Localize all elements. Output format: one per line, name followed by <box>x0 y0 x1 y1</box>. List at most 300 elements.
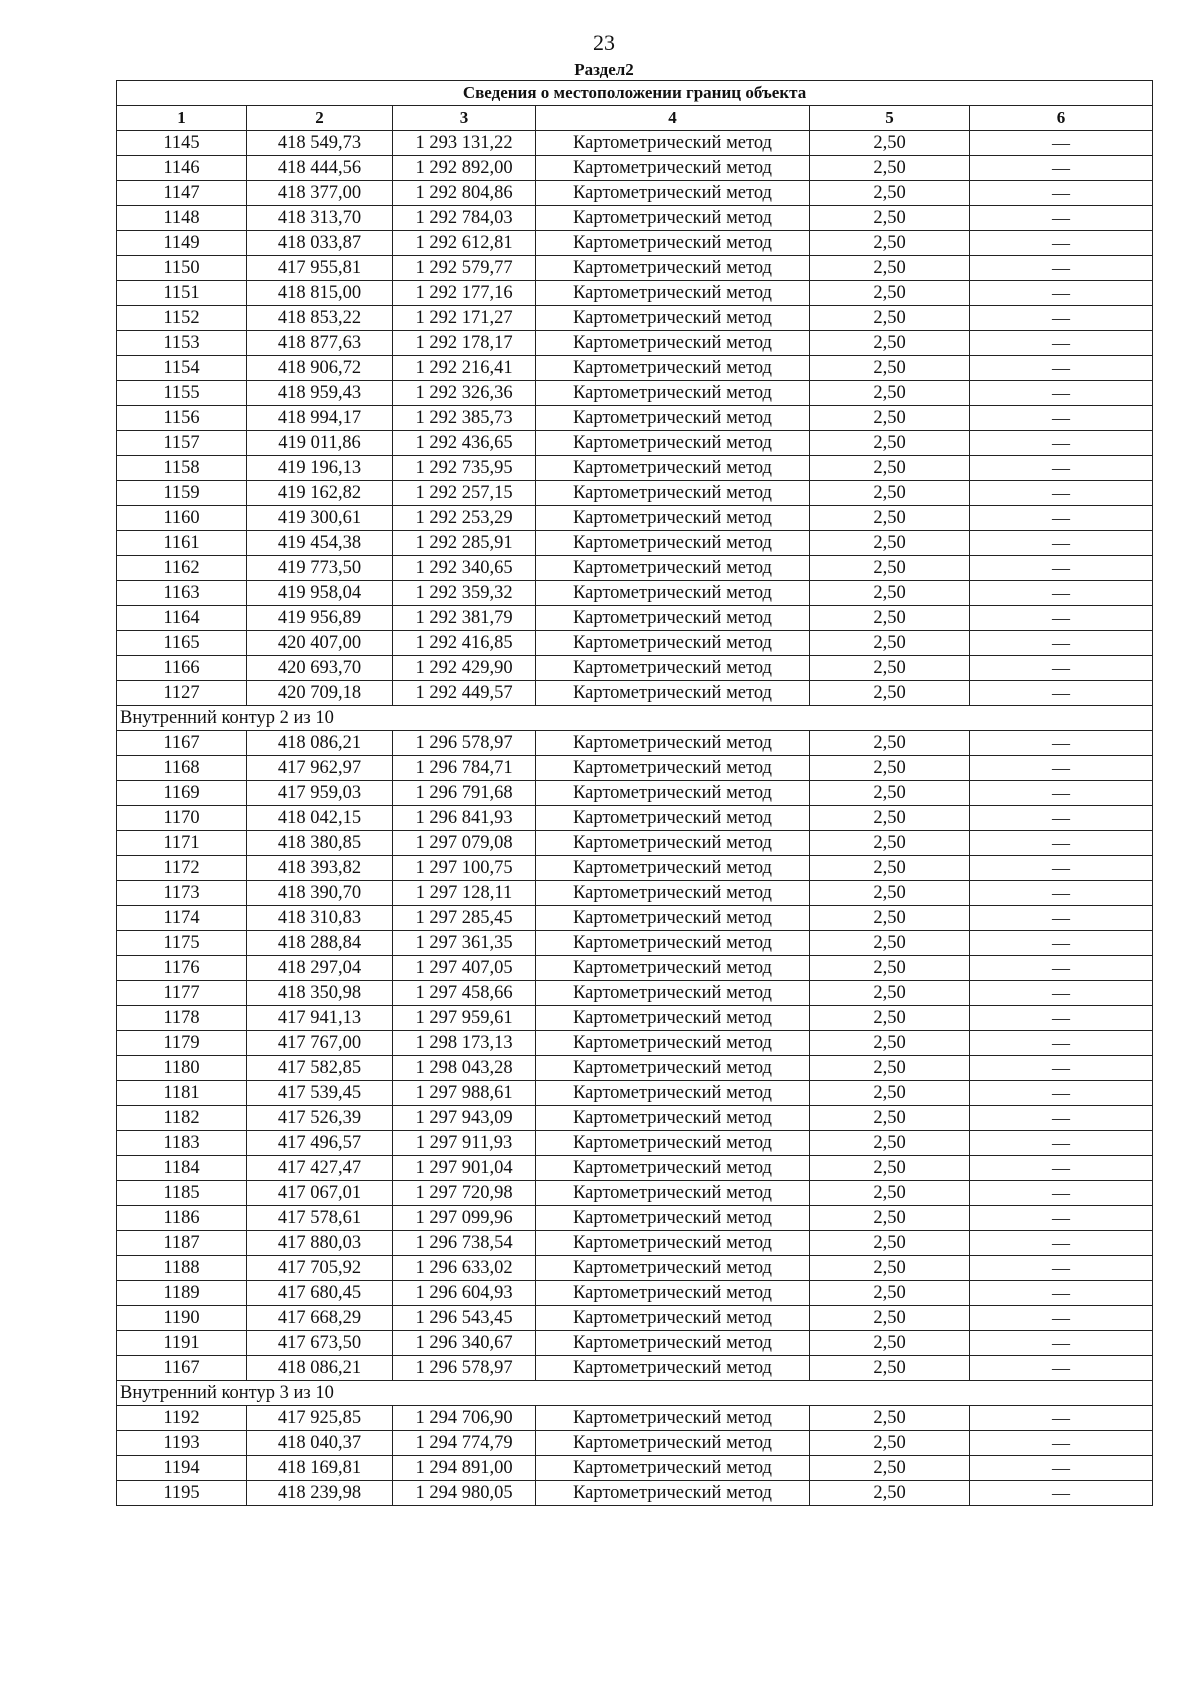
table-row <box>117 181 1153 206</box>
point-number-cell: 1186 <box>117 1206 247 1231</box>
note-cell: — <box>970 906 1153 931</box>
table-row <box>117 431 1153 456</box>
point-number-cell: 1178 <box>117 1006 247 1031</box>
point-number-cell: 1150 <box>117 256 247 281</box>
table-row <box>117 206 1153 231</box>
accuracy-cell: 2,50 <box>810 956 970 981</box>
note-cell: — <box>970 431 1153 456</box>
point-number-cell: 1153 <box>117 331 247 356</box>
boundary-coordinates-table <box>116 80 1153 1506</box>
x-coordinate-cell: 417 526,39 <box>247 1106 393 1131</box>
point-number-cell: 1164 <box>117 606 247 631</box>
method-cell: Картометрический метод <box>536 1481 810 1506</box>
accuracy-cell: 2,50 <box>810 156 970 181</box>
y-coordinate-cell: 1 292 177,16 <box>393 281 536 306</box>
method-cell: Картометрический метод <box>536 331 810 356</box>
x-coordinate-cell: 418 390,70 <box>247 881 393 906</box>
point-number-cell: 1181 <box>117 1081 247 1106</box>
point-number-cell: 1146 <box>117 156 247 181</box>
accuracy-cell: 2,50 <box>810 781 970 806</box>
point-number-cell: 1182 <box>117 1106 247 1131</box>
accuracy-cell: 2,50 <box>810 1231 970 1256</box>
note-cell: — <box>970 1481 1153 1506</box>
y-coordinate-cell: 1 292 216,41 <box>393 356 536 381</box>
method-cell: Картометрический метод <box>536 131 810 156</box>
point-number-cell: 1160 <box>117 506 247 531</box>
point-number-cell: 1170 <box>117 806 247 831</box>
note-cell: — <box>970 1431 1153 1456</box>
y-coordinate-cell: 1 292 340,65 <box>393 556 536 581</box>
note-cell: — <box>970 1456 1153 1481</box>
point-number-cell: 1152 <box>117 306 247 331</box>
y-coordinate-cell: 1 296 841,93 <box>393 806 536 831</box>
method-cell: Картометрический метод <box>536 406 810 431</box>
method-cell: Картометрический метод <box>536 231 810 256</box>
method-cell: Картометрический метод <box>536 1331 810 1356</box>
accuracy-cell: 2,50 <box>810 931 970 956</box>
point-number-cell: 1148 <box>117 206 247 231</box>
method-cell: Картометрический метод <box>536 731 810 756</box>
accuracy-cell: 2,50 <box>810 1256 970 1281</box>
y-coordinate-cell: 1 292 804,86 <box>393 181 536 206</box>
y-coordinate-cell: 1 292 449,57 <box>393 681 536 706</box>
x-coordinate-cell: 417 539,45 <box>247 1081 393 1106</box>
table-row <box>117 906 1153 931</box>
note-cell: — <box>970 1256 1153 1281</box>
table-row <box>117 481 1153 506</box>
accuracy-cell: 2,50 <box>810 281 970 306</box>
x-coordinate-cell: 417 880,03 <box>247 1231 393 1256</box>
y-coordinate-cell: 1 292 381,79 <box>393 606 536 631</box>
y-coordinate-cell: 1 297 361,35 <box>393 931 536 956</box>
table-row <box>117 1481 1153 1506</box>
method-cell: Картометрический метод <box>536 356 810 381</box>
table-row <box>117 131 1153 156</box>
table-row <box>117 256 1153 281</box>
x-coordinate-cell: 417 767,00 <box>247 1031 393 1056</box>
accuracy-cell: 2,50 <box>810 1431 970 1456</box>
accuracy-cell: 2,50 <box>810 381 970 406</box>
y-coordinate-cell: 1 296 604,93 <box>393 1281 536 1306</box>
note-cell: — <box>970 981 1153 1006</box>
method-cell: Картометрический метод <box>536 531 810 556</box>
accuracy-cell: 2,50 <box>810 531 970 556</box>
note-cell: — <box>970 1206 1153 1231</box>
y-coordinate-cell: 1 297 458,66 <box>393 981 536 1006</box>
method-cell: Картометрический метод <box>536 956 810 981</box>
x-coordinate-cell: 417 680,45 <box>247 1281 393 1306</box>
table-row <box>117 681 1153 706</box>
table-row <box>117 1231 1153 1256</box>
y-coordinate-cell: 1 297 911,93 <box>393 1131 536 1156</box>
table-row <box>117 156 1153 181</box>
x-coordinate-cell: 418 288,84 <box>247 931 393 956</box>
x-coordinate-cell: 418 297,04 <box>247 956 393 981</box>
table-row <box>117 1131 1153 1156</box>
point-number-cell: 1190 <box>117 1306 247 1331</box>
table-row <box>117 1006 1153 1031</box>
accuracy-cell: 2,50 <box>810 756 970 781</box>
x-coordinate-cell: 418 959,43 <box>247 381 393 406</box>
table-row <box>117 1356 1153 1381</box>
accuracy-cell: 2,50 <box>810 1131 970 1156</box>
note-cell: — <box>970 556 1153 581</box>
table-row <box>117 306 1153 331</box>
y-coordinate-cell: 1 297 099,96 <box>393 1206 536 1231</box>
contour-header-row <box>117 706 1153 731</box>
method-cell: Картометрический метод <box>536 581 810 606</box>
table-row <box>117 956 1153 981</box>
x-coordinate-cell: 419 958,04 <box>247 581 393 606</box>
note-cell: — <box>970 1131 1153 1156</box>
method-cell: Картометрический метод <box>536 256 810 281</box>
method-cell: Картометрический метод <box>536 1156 810 1181</box>
point-number-cell: 1151 <box>117 281 247 306</box>
note-cell: — <box>970 506 1153 531</box>
note-cell: — <box>970 881 1153 906</box>
method-cell: Картометрический метод <box>536 1056 810 1081</box>
x-coordinate-cell: 418 239,98 <box>247 1481 393 1506</box>
point-number-cell: 1173 <box>117 881 247 906</box>
accuracy-cell: 2,50 <box>810 406 970 431</box>
accuracy-cell: 2,50 <box>810 456 970 481</box>
x-coordinate-cell: 419 011,86 <box>247 431 393 456</box>
point-number-cell: 1195 <box>117 1481 247 1506</box>
note-cell: — <box>970 1081 1153 1106</box>
point-number-cell: 1172 <box>117 856 247 881</box>
point-number-cell: 1176 <box>117 956 247 981</box>
point-number-cell: 1156 <box>117 406 247 431</box>
point-number-cell: 1165 <box>117 631 247 656</box>
table-row <box>117 731 1153 756</box>
point-number-cell: 1183 <box>117 1131 247 1156</box>
note-cell: — <box>970 1231 1153 1256</box>
y-coordinate-cell: 1 292 579,77 <box>393 256 536 281</box>
point-number-cell: 1180 <box>117 1056 247 1081</box>
point-number-cell: 1175 <box>117 931 247 956</box>
note-cell: — <box>970 1056 1153 1081</box>
x-coordinate-cell: 418 906,72 <box>247 356 393 381</box>
accuracy-cell: 2,50 <box>810 1406 970 1431</box>
accuracy-cell: 2,50 <box>810 881 970 906</box>
table-row <box>117 931 1153 956</box>
accuracy-cell: 2,50 <box>810 431 970 456</box>
note-cell: — <box>970 1406 1153 1431</box>
table-row <box>117 456 1153 481</box>
page-number: 23 <box>593 30 615 55</box>
x-coordinate-cell: 417 496,57 <box>247 1131 393 1156</box>
x-coordinate-cell: 418 033,87 <box>247 231 393 256</box>
x-coordinate-cell: 417 705,92 <box>247 1256 393 1281</box>
y-coordinate-cell: 1 293 131,22 <box>393 131 536 156</box>
y-coordinate-cell: 1 297 959,61 <box>393 1006 536 1031</box>
table-row <box>117 531 1153 556</box>
note-cell: — <box>970 956 1153 981</box>
table-row <box>117 1206 1153 1231</box>
method-cell: Картометрический метод <box>536 781 810 806</box>
x-coordinate-cell: 418 994,17 <box>247 406 393 431</box>
x-coordinate-cell: 418 169,81 <box>247 1456 393 1481</box>
accuracy-cell: 2,50 <box>810 606 970 631</box>
accuracy-cell: 2,50 <box>810 831 970 856</box>
table-row <box>117 381 1153 406</box>
accuracy-cell: 2,50 <box>810 131 970 156</box>
column-number: 4 <box>536 106 810 131</box>
method-cell: Картометрический метод <box>536 556 810 581</box>
x-coordinate-cell: 419 300,61 <box>247 506 393 531</box>
contour-label: Внутренний контур 3 из 10 <box>117 1381 1153 1406</box>
y-coordinate-cell: 1 292 253,29 <box>393 506 536 531</box>
accuracy-cell: 2,50 <box>810 1106 970 1131</box>
y-coordinate-cell: 1 298 043,28 <box>393 1056 536 1081</box>
accuracy-cell: 2,50 <box>810 981 970 1006</box>
y-coordinate-cell: 1 292 171,27 <box>393 306 536 331</box>
note-cell: — <box>970 1156 1153 1181</box>
accuracy-cell: 2,50 <box>810 181 970 206</box>
table-row <box>117 1406 1153 1431</box>
table-row <box>117 231 1153 256</box>
method-cell: Картометрический метод <box>536 506 810 531</box>
table-row <box>117 881 1153 906</box>
x-coordinate-cell: 417 925,85 <box>247 1406 393 1431</box>
column-number: 1 <box>117 106 247 131</box>
accuracy-cell: 2,50 <box>810 256 970 281</box>
table-row <box>117 556 1153 581</box>
table-row <box>117 856 1153 881</box>
point-number-cell: 1163 <box>117 581 247 606</box>
point-number-cell: 1189 <box>117 1281 247 1306</box>
accuracy-cell: 2,50 <box>810 1281 970 1306</box>
point-number-cell: 1191 <box>117 1331 247 1356</box>
accuracy-cell: 2,50 <box>810 1006 970 1031</box>
method-cell: Картометрический метод <box>536 1206 810 1231</box>
section-title: Раздел2 <box>574 60 634 79</box>
accuracy-cell: 2,50 <box>810 1331 970 1356</box>
x-coordinate-cell: 419 454,38 <box>247 531 393 556</box>
x-coordinate-cell: 417 955,81 <box>247 256 393 281</box>
method-cell: Картометрический метод <box>536 1281 810 1306</box>
y-coordinate-cell: 1 292 385,73 <box>393 406 536 431</box>
note-cell: — <box>970 281 1153 306</box>
column-number-row <box>117 106 1153 131</box>
point-number-cell: 1158 <box>117 456 247 481</box>
table-row <box>117 656 1153 681</box>
note-cell: — <box>970 1356 1153 1381</box>
method-cell: Картометрический метод <box>536 206 810 231</box>
note-cell: — <box>970 856 1153 881</box>
y-coordinate-cell: 1 292 892,00 <box>393 156 536 181</box>
y-coordinate-cell: 1 296 791,68 <box>393 781 536 806</box>
point-number-cell: 1184 <box>117 1156 247 1181</box>
method-cell: Картометрический метод <box>536 381 810 406</box>
accuracy-cell: 2,50 <box>810 581 970 606</box>
method-cell: Картометрический метод <box>536 1456 810 1481</box>
accuracy-cell: 2,50 <box>810 231 970 256</box>
accuracy-cell: 2,50 <box>810 1481 970 1506</box>
table-row <box>117 406 1153 431</box>
method-cell: Картометрический метод <box>536 756 810 781</box>
method-cell: Картометрический метод <box>536 1231 810 1256</box>
method-cell: Картометрический метод <box>536 631 810 656</box>
y-coordinate-cell: 1 292 416,85 <box>393 631 536 656</box>
method-cell: Картометрический метод <box>536 431 810 456</box>
point-number-cell: 1145 <box>117 131 247 156</box>
contour-label: Внутренний контур 2 из 10 <box>117 706 1153 731</box>
method-cell: Картометрический метод <box>536 931 810 956</box>
table-row <box>117 631 1153 656</box>
accuracy-cell: 2,50 <box>810 206 970 231</box>
y-coordinate-cell: 1 297 901,04 <box>393 1156 536 1181</box>
accuracy-cell: 2,50 <box>810 1181 970 1206</box>
method-cell: Картометрический метод <box>536 856 810 881</box>
accuracy-cell: 2,50 <box>810 806 970 831</box>
x-coordinate-cell: 417 582,85 <box>247 1056 393 1081</box>
table-row <box>117 1456 1153 1481</box>
x-coordinate-cell: 417 668,29 <box>247 1306 393 1331</box>
note-cell: — <box>970 831 1153 856</box>
y-coordinate-cell: 1 296 738,54 <box>393 1231 536 1256</box>
x-coordinate-cell: 418 393,82 <box>247 856 393 881</box>
point-number-cell: 1162 <box>117 556 247 581</box>
table-caption: Сведения о местоположении границ объекта <box>117 81 1153 106</box>
point-number-cell: 1147 <box>117 181 247 206</box>
note-cell: — <box>970 1106 1153 1131</box>
y-coordinate-cell: 1 294 706,90 <box>393 1406 536 1431</box>
point-number-cell: 1194 <box>117 1456 247 1481</box>
method-cell: Картометрический метод <box>536 481 810 506</box>
note-cell: — <box>970 156 1153 181</box>
y-coordinate-cell: 1 292 359,32 <box>393 581 536 606</box>
note-cell: — <box>970 606 1153 631</box>
x-coordinate-cell: 417 959,03 <box>247 781 393 806</box>
column-number: 5 <box>810 106 970 131</box>
x-coordinate-cell: 418 815,00 <box>247 281 393 306</box>
y-coordinate-cell: 1 294 891,00 <box>393 1456 536 1481</box>
table-row <box>117 781 1153 806</box>
x-coordinate-cell: 417 962,97 <box>247 756 393 781</box>
method-cell: Картометрический метод <box>536 1131 810 1156</box>
point-number-cell: 1169 <box>117 781 247 806</box>
method-cell: Картометрический метод <box>536 981 810 1006</box>
method-cell: Картометрический метод <box>536 681 810 706</box>
table-row <box>117 1256 1153 1281</box>
method-cell: Картометрический метод <box>536 456 810 481</box>
table-row <box>117 1331 1153 1356</box>
point-number-cell: 1171 <box>117 831 247 856</box>
method-cell: Картометрический метод <box>536 181 810 206</box>
point-number-cell: 1177 <box>117 981 247 1006</box>
accuracy-cell: 2,50 <box>810 1031 970 1056</box>
table-row <box>117 1031 1153 1056</box>
table-row <box>117 1281 1153 1306</box>
x-coordinate-cell: 418 042,15 <box>247 806 393 831</box>
point-number-cell: 1179 <box>117 1031 247 1056</box>
accuracy-cell: 2,50 <box>810 306 970 331</box>
y-coordinate-cell: 1 297 100,75 <box>393 856 536 881</box>
y-coordinate-cell: 1 292 784,03 <box>393 206 536 231</box>
x-coordinate-cell: 418 877,63 <box>247 331 393 356</box>
y-coordinate-cell: 1 292 735,95 <box>393 456 536 481</box>
method-cell: Картометрический метод <box>536 656 810 681</box>
method-cell: Картометрический метод <box>536 1406 810 1431</box>
method-cell: Картометрический метод <box>536 1256 810 1281</box>
table-row <box>117 1181 1153 1206</box>
method-cell: Картометрический метод <box>536 606 810 631</box>
note-cell: — <box>970 731 1153 756</box>
x-coordinate-cell: 418 086,21 <box>247 1356 393 1381</box>
table-row <box>117 756 1153 781</box>
method-cell: Картометрический метод <box>536 906 810 931</box>
x-coordinate-cell: 419 196,13 <box>247 456 393 481</box>
table-row <box>117 506 1153 531</box>
y-coordinate-cell: 1 296 578,97 <box>393 1356 536 1381</box>
accuracy-cell: 2,50 <box>810 731 970 756</box>
method-cell: Картометрический метод <box>536 1306 810 1331</box>
point-number-cell: 1185 <box>117 1181 247 1206</box>
note-cell: — <box>970 381 1153 406</box>
accuracy-cell: 2,50 <box>810 1056 970 1081</box>
y-coordinate-cell: 1 297 720,98 <box>393 1181 536 1206</box>
accuracy-cell: 2,50 <box>810 631 970 656</box>
y-coordinate-cell: 1 292 178,17 <box>393 331 536 356</box>
point-number-cell: 1161 <box>117 531 247 556</box>
y-coordinate-cell: 1 296 543,45 <box>393 1306 536 1331</box>
accuracy-cell: 2,50 <box>810 656 970 681</box>
note-cell: — <box>970 1031 1153 1056</box>
point-number-cell: 1188 <box>117 1256 247 1281</box>
table-row <box>117 1081 1153 1106</box>
x-coordinate-cell: 419 956,89 <box>247 606 393 631</box>
y-coordinate-cell: 1 296 784,71 <box>393 756 536 781</box>
note-cell: — <box>970 356 1153 381</box>
x-coordinate-cell: 417 067,01 <box>247 1181 393 1206</box>
x-coordinate-cell: 418 040,37 <box>247 1431 393 1456</box>
y-coordinate-cell: 1 297 285,45 <box>393 906 536 931</box>
method-cell: Картометрический метод <box>536 881 810 906</box>
method-cell: Картометрический метод <box>536 1431 810 1456</box>
note-cell: — <box>970 581 1153 606</box>
point-number-cell: 1174 <box>117 906 247 931</box>
y-coordinate-cell: 1 292 326,36 <box>393 381 536 406</box>
note-cell: — <box>970 306 1153 331</box>
point-number-cell: 1167 <box>117 731 247 756</box>
note-cell: — <box>970 806 1153 831</box>
x-coordinate-cell: 418 853,22 <box>247 306 393 331</box>
table-row <box>117 331 1153 356</box>
y-coordinate-cell: 1 296 633,02 <box>393 1256 536 1281</box>
method-cell: Картометрический метод <box>536 831 810 856</box>
table-row <box>117 356 1153 381</box>
note-cell: — <box>970 481 1153 506</box>
note-cell: — <box>970 1281 1153 1306</box>
x-coordinate-cell: 418 549,73 <box>247 131 393 156</box>
column-number: 6 <box>970 106 1153 131</box>
note-cell: — <box>970 756 1153 781</box>
point-number-cell: 1159 <box>117 481 247 506</box>
note-cell: — <box>970 181 1153 206</box>
y-coordinate-cell: 1 297 988,61 <box>393 1081 536 1106</box>
table-row <box>117 1156 1153 1181</box>
point-number-cell: 1157 <box>117 431 247 456</box>
note-cell: — <box>970 1306 1153 1331</box>
point-number-cell: 1149 <box>117 231 247 256</box>
method-cell: Картометрический метод <box>536 1181 810 1206</box>
table-row <box>117 806 1153 831</box>
column-number: 2 <box>247 106 393 131</box>
note-cell: — <box>970 531 1153 556</box>
x-coordinate-cell: 418 377,00 <box>247 181 393 206</box>
method-cell: Картометрический метод <box>536 281 810 306</box>
